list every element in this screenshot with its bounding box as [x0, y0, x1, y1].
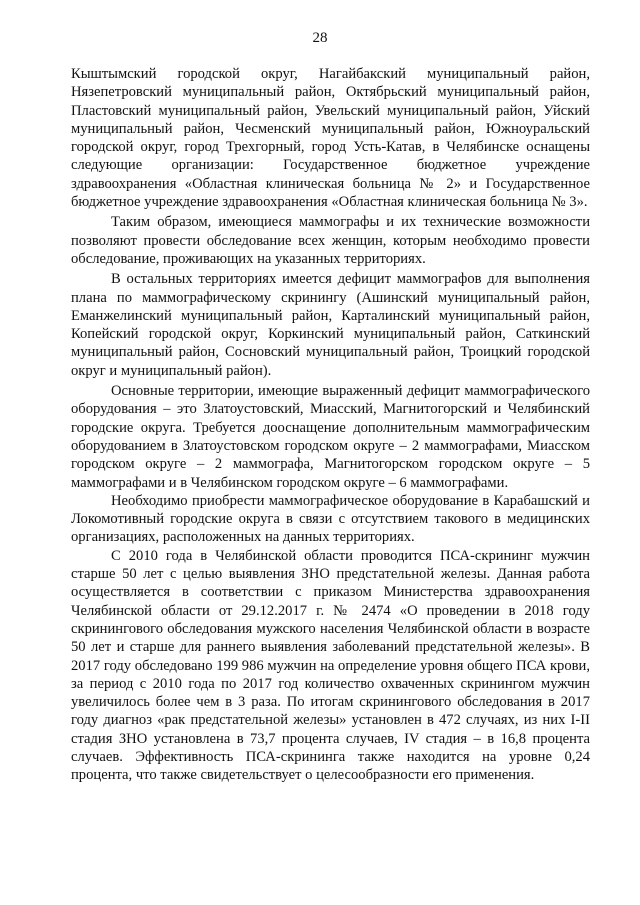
paragraph-5: Необходимо приобрести маммографическое оборудование в Карабашский и Локомотивный городские округа в связи с отсутствием такового в медицинских организациях, расположенных на данных территориях. — [71, 492, 590, 546]
paragraph-2: Таким образом, имеющиеся маммографы и их технические возможности позволяют провести обследование всех женщин, которым необходимо провести обследование, проживающих на указанных территориях. — [71, 214, 590, 267]
paragraph-3: В остальных территориях имеется дефицит маммографов для выполнения плана по маммографическому скринингу (Ашинский муниципальный район, Еманжелинский муниципальный район, Карталинский муниципальный район, Копейский городской округ, Коркинский муниципальный район, Саткинский муниципальный район, Сосновский муниципальный район, Троицкий городской округ и муниципальный район). — [71, 271, 590, 379]
paragraph-4: Основные территории, имеющие выраженный дефицит маммографического оборудования – это Златоустовский, Миасский, Магнитогорский и Челябинский городские округа. Требуется дооснащение дополнительным маммографическим оборудованием в Златоустовском городском округе – 2 маммографами, Миасском городском округе – 2 маммографа, Магнитогорском городском округе – 5 маммографами и в Челябинском городском округе – 6 маммографами. — [71, 383, 590, 491]
paragraph-6: С 2010 года в Челябинской области проводится ПСА-скрининг мужчин старше 50 лет с целью выявления ЗНО предстательной железы. Данная работа осуществляется в соответствии с приказом Министерства здравоохранения Челябинской области от 29.12.2017 г. № 2474 «О проведении в 2018 году скринингового обследования мужского населения Челябинской области в возрасте 50 лет и старше для раннего выявления заболеваний предстательной железы». В 2017 году обследовано 199 986 мужчин на определение уровня общего ПСА крови, за период с 2010 года по 2017 год количество охваченных скринингом мужчин увеличилось более чем в 3 раза. По итогам скринингового обследования в 2017 году диагноз «рак предстательной железы» установлен в 472 случаях, из них I-II стадия ЗНО установлена в 73,7 процента случаев, IV стадия – в 16,8 процента случаев. Эффективность ПСА-скрининга также находится на уровне 0,24 процента, что также свидетельствует о целесообразности его применения. — [71, 547, 590, 784]
document-body — [71, 65, 590, 785]
page-number: 28 — [312, 30, 328, 46]
paragraph-1: Кыштымский городской округ, Нагайбакский муниципальный район, Нязепетровский муниципальный район, Октябрьский муниципальный район, Пластовский муниципальный район, Увельский муниципальный район, Уйский муниципальный район, Чесменский муниципальный район, Южноуральский городской округ, город Трехгорный, город Усть-Катав, в Челябинске оснащены следующие организации: Государственное бюджетное учреждение здравоохранения «Областная клиническая больница № 2» и Государственное бюджетное учреждение здравоохранения «Областная клиническая больница № 3». — [71, 66, 590, 211]
